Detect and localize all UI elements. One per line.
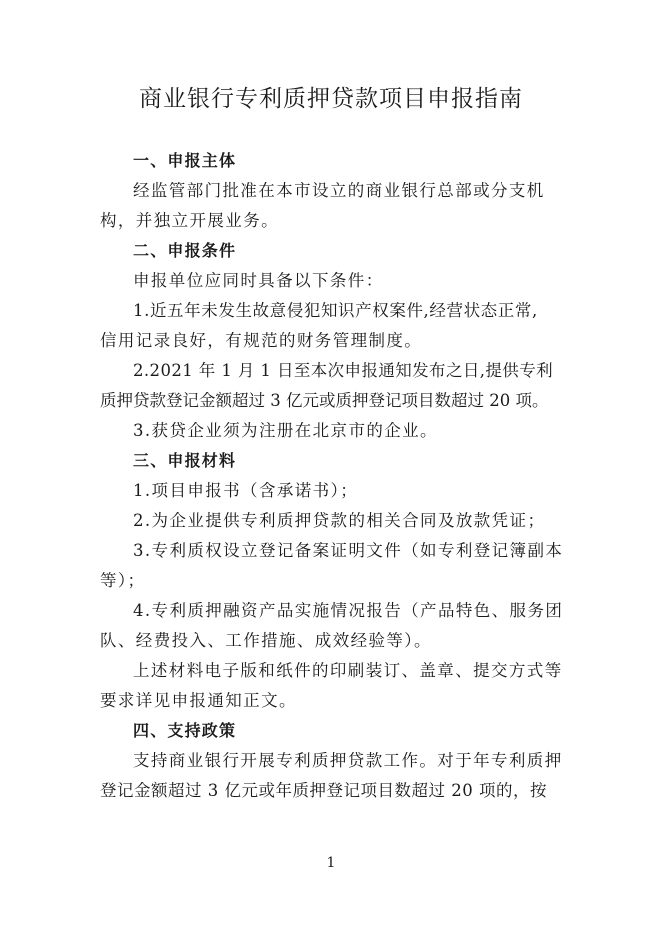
paragraph-line: 1.近五年未发生故意侵犯知识产权案件,经营状态正常, [133, 301, 538, 320]
paragraph-line: 质押贷款登记金额超过 3 亿元或质押登记项目数超过 20 项。 [100, 391, 549, 410]
section-heading-conditions: 二、申报条件 [133, 241, 237, 260]
paragraph-line: 构，并独立开展业务。 [100, 211, 279, 230]
page-number: 1 [326, 855, 336, 871]
paragraph-line: 等）； [100, 571, 146, 590]
paragraph-line: 3.获贷企业须为注册在北京市的企业。 [133, 421, 438, 440]
paragraph-line: 2.为企业提供专利质押贷款的相关合同及放款凭证； [133, 511, 546, 530]
paragraph-line: 要求详见申报通知正文。 [100, 691, 297, 710]
paragraph-line: 信用记录良好，有规范的财务管理制度。 [100, 331, 423, 350]
paragraph-line: 2.2021 年 1 月 1 日至本次申报通知发布之日,提供专利 [133, 361, 553, 380]
section-heading-policy: 四、支持政策 [133, 721, 237, 740]
paragraph-line: 支持商业银行开展专利质押贷款工作。对于年专利质押 [133, 751, 563, 770]
paragraph-line: 上述材料电子版和纸件的印刷装订、盖章、提交方式等 [133, 661, 563, 680]
paragraph-line: 申报单位应同时具备以下条件： [133, 271, 384, 290]
document-title: 商业银行专利质押贷款项目申报指南 [139, 86, 523, 112]
document-body [100, 146, 568, 806]
paragraph-line: 4.专利质押融资产品实施情况报告（产品特色、服务团 [133, 601, 564, 620]
paragraph-line: 经监管部门批准在本市设立的商业银行总部或分支机 [133, 181, 545, 200]
section-heading-subject: 一、申报主体 [133, 151, 237, 170]
paragraph-line: 3.专利质权设立登记备案证明文件（如专利登记簿副本 [133, 541, 564, 560]
paragraph-line: 1.项目申报书（含承诺书）； [133, 481, 359, 500]
section-heading-materials: 三、申报材料 [133, 451, 237, 470]
paragraph-line: 队、经费投入、工作措施、成效经验等）。 [100, 631, 432, 650]
paragraph-line: 登记金额超过 3 亿元或年质押登记项目数超过 20 项的，按 [100, 781, 547, 800]
